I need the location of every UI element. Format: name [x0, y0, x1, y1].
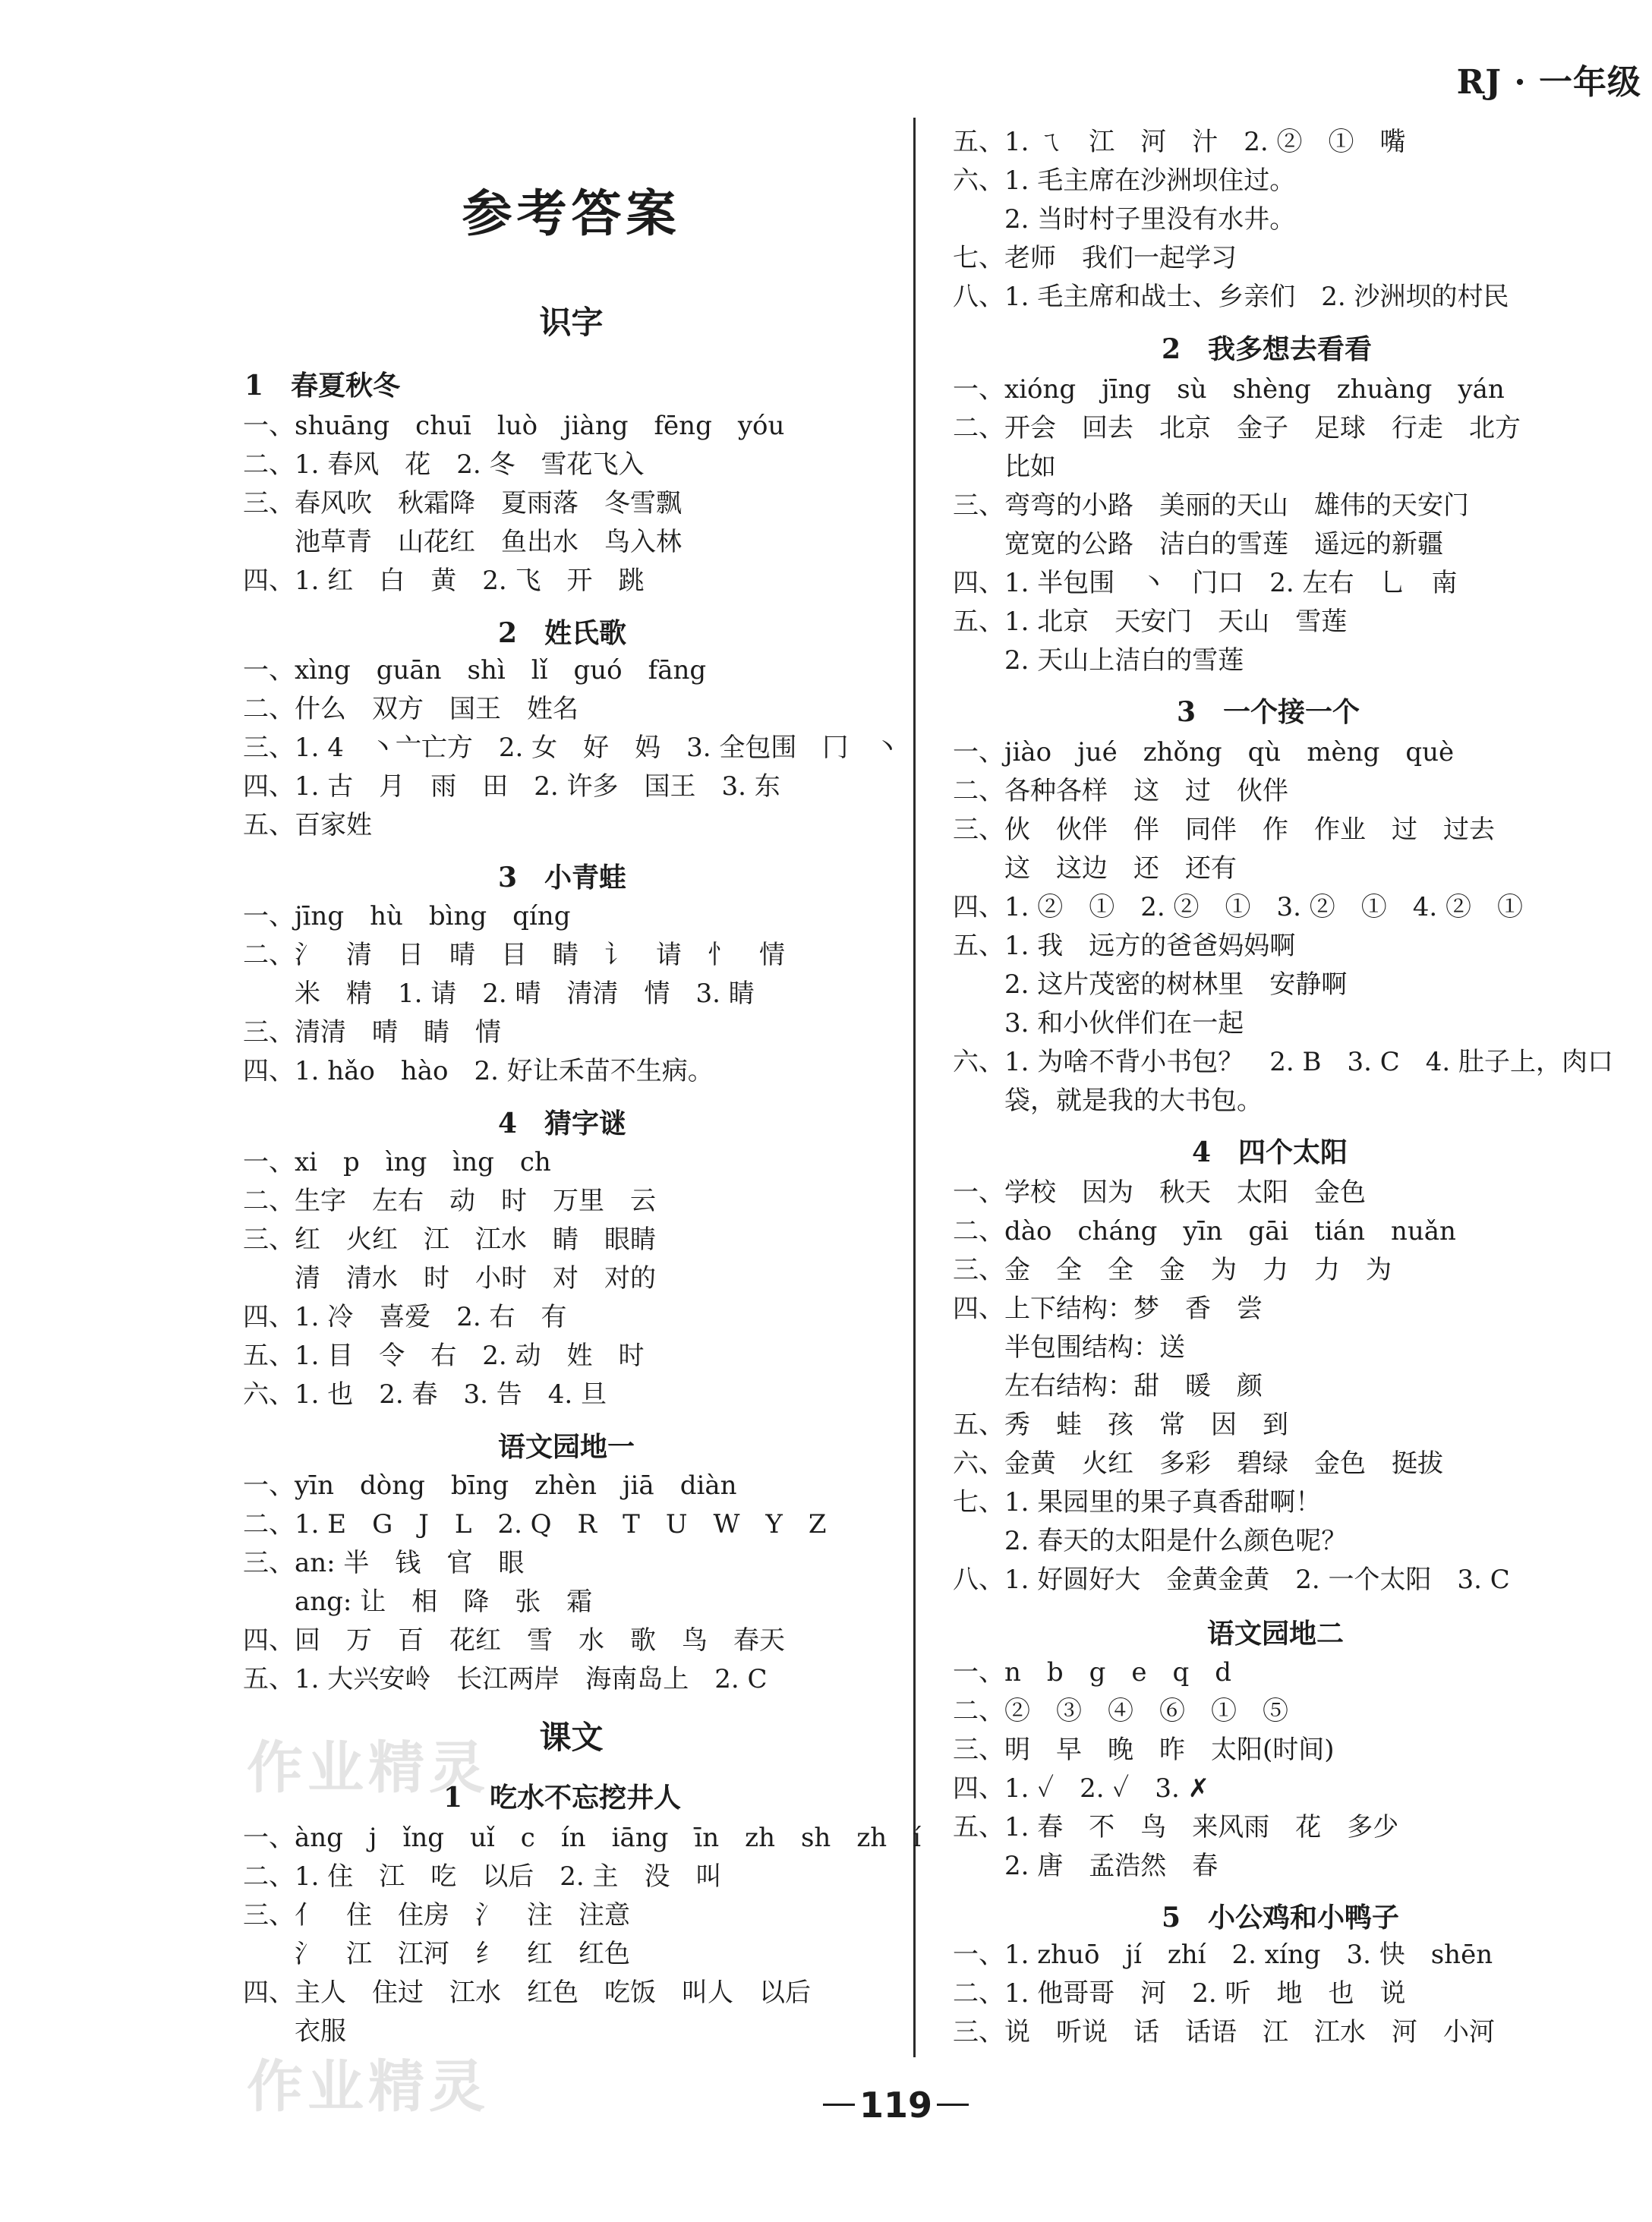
answer-line: 三、红 火红 江 江水 睛 眼睛 [243, 1224, 656, 1255]
answer-line: 四、1. ✓ 2. ✓ 3. ✗ [953, 1773, 1210, 1804]
lesson-title: 1 吃水不忘挖井人 [443, 1782, 682, 1814]
answer-line: 宽宽的公路 洁白的雪莲 遥远的新疆 [953, 529, 1443, 559]
page-title: 参考答案 [462, 184, 681, 243]
answer-line: 3. 和小伙伴们在一起 [953, 1008, 1244, 1039]
lesson-title: 2 姓氏歌 [498, 617, 627, 649]
answer-line: 三、伙 伙伴 伴 同伴 作 作业 过 过去 [953, 815, 1495, 845]
page-number-dash-right [937, 2104, 969, 2106]
watermark: 作业精灵 [247, 2054, 490, 2120]
answer-line: 五、1. 目 令 右 2. 动 姓 时 [243, 1341, 645, 1371]
answer-line: ang: 让 相 降 张 霜 [243, 1587, 593, 1617]
lesson-title: 语文园地一 [498, 1431, 635, 1463]
column-divider [913, 118, 916, 2057]
answer-line: 衣服 [243, 2016, 346, 2047]
answer-line: 四、1. 红 白 黄 2. 飞 开 跳 [243, 566, 645, 596]
answer-line: 七、1. 果园里的果子真香甜啊！ [953, 1487, 1322, 1518]
answer-line: 米 精 1. 请 2. 晴 清清 情 3. 睛 [243, 979, 755, 1009]
answer-line: 三、an: 半 钱 官 眼 [243, 1548, 525, 1578]
answer-line: 三、1. 4 丶亠亡方 2. 女 好 妈 3. 全包围 冂 丶 [243, 733, 900, 763]
lesson-title: 3 一个接一个 [1177, 696, 1360, 728]
page-number [782, 2082, 1010, 2126]
answer-line: 二、开会 回去 北京 金子 足球 行走 北方 [953, 413, 1521, 443]
answer-line: 三、清清 晴 睛 情 [243, 1017, 501, 1048]
answer-line: 氵 江 江河 纟 红 红色 [243, 1939, 630, 1969]
lesson-title: 3 小青蛙 [498, 862, 627, 894]
answer-line: 四、1. 古 月 雨 田 2. 许多 国王 3. 东 [243, 771, 780, 802]
answer-line: 四、上下结构：梦 香 尝 [953, 1294, 1263, 1324]
answer-line: 六、1. 为啥不背小书包？ 2. B 3. C 4. 肚子上，肉口 [953, 1047, 1613, 1077]
page-number-dash-left [823, 2104, 855, 2106]
answer-line: 二、1. E G J L 2. Q R T U W Y Z [243, 1509, 827, 1540]
answer-line: 六、1. 也 2. 春 3. 告 4. 旦 [243, 1379, 607, 1410]
answer-line: 一、jīng hù bìng qíng [243, 901, 571, 931]
answer-line: 一、学校 因为 秋天 太阳 金色 [953, 1177, 1366, 1208]
grade-tag: RJ · 一年级 [1456, 63, 1641, 102]
answer-line: 一、àng j ǐng uǐ c ín iāng īn zh sh zh í [243, 1823, 922, 1853]
answer-line: 七、老师 我们一起学习 [953, 243, 1237, 273]
lesson-title: 4 四个太阳 [1192, 1136, 1348, 1168]
answer-line: 2. 唐 孟浩然 春 [953, 1851, 1219, 1881]
answer-line: 2. 春天的太阳是什么颜色呢？ [953, 1526, 1348, 1556]
answer-line: 六、金黄 火红 多彩 碧绿 金色 挺拔 [953, 1448, 1443, 1479]
lesson-title: 1 春夏秋冬 [244, 370, 401, 402]
answer-line: 二、生字 左右 动 时 万里 云 [243, 1186, 656, 1216]
answer-line: 四、1. 半包围 丶 门口 2. 左右 乚 南 [953, 568, 1458, 598]
answer-line: 清 清水 时 小时 对 对的 [243, 1263, 656, 1294]
answer-line: 八、1. 毛主席和战士、乡亲们 2. 沙洲坝的村民 [953, 282, 1509, 312]
answer-line: 五、1. 北京 天安门 天山 雪莲 [953, 607, 1348, 637]
answer-line: 左右结构：甜 暖 颜 [953, 1371, 1263, 1401]
answer-line: 五、百家姓 [243, 810, 372, 840]
answer-line: 五、1. 大兴安岭 长江两岸 海南岛上 2. C [243, 1664, 768, 1694]
answer-line: 三、亻 住 住房 氵 注 注意 [243, 1900, 630, 1930]
answer-line: 三、说 听说 话 话语 江 江水 河 小河 [953, 2017, 1495, 2047]
answer-line: 比如 [953, 452, 1056, 482]
answer-line: 四、1. hǎo hào 2. 好让禾苗不生病。 [243, 1056, 714, 1086]
answer-line: 八、1. 好圆好大 金黄金黄 2. 一个太阳 3. C [953, 1565, 1510, 1595]
answer-line: 六、1. 毛主席在沙洲坝住过。 [953, 165, 1296, 196]
lesson-title: 4 猜字谜 [498, 1108, 627, 1139]
section-title-shizi: 识字 [539, 304, 604, 341]
answer-line: 四、回 万 百 花红 雪 水 歌 鸟 春天 [243, 1625, 785, 1656]
answer-line: 三、春风吹 秋霜降 夏雨落 冬雪飘 [243, 488, 682, 518]
answer-line: 半包围结构：送 [953, 1332, 1185, 1363]
lesson-title: 5 小公鸡和小鸭子 [1162, 1902, 1400, 1934]
section-title-kewen: 课文 [539, 1719, 604, 1756]
answer-line: 四、主人 住过 江水 红色 吃饭 叫人 以后 [243, 1978, 811, 2008]
answer-line: 五、1. ㄟ 江 河 汁 2. ② ① 嘴 [953, 127, 1406, 157]
answer-line: 五、1. 春 不 鸟 来风雨 花 多少 [953, 1812, 1399, 1842]
answer-line: 二、各种各样 这 过 伙伴 [953, 776, 1288, 806]
answer-line: 二、1. 春风 花 2. 冬 雪花飞入 [243, 449, 645, 480]
answer-line: 2. 这片茂密的树林里 安静啊 [953, 969, 1348, 1000]
answer-line: 一、xióng jīng sù shèng zhuàng yán [953, 374, 1505, 405]
answer-line: 一、n b g e q d [953, 1657, 1232, 1688]
answer-line: 五、秀 蛙 孩 常 因 到 [953, 1410, 1288, 1440]
answer-line: 二、dào cháng yīn gāi tián nuǎn [953, 1216, 1456, 1247]
answer-line: 一、jiào jué zhǒng qù mèng què [953, 737, 1455, 767]
lesson-title: 语文园地二 [1207, 1618, 1345, 1650]
watermark: 作业精灵 [247, 1735, 490, 1801]
answer-line: 袋，就是我的大书包。 [953, 1086, 1263, 1116]
answer-line: 一、shuāng chuī luò jiàng fēng yóu [243, 411, 785, 441]
answer-line: 这 这边 还 还有 [953, 853, 1237, 884]
answer-line: 二、② ③ ④ ⑥ ① ⑤ [953, 1696, 1288, 1726]
page-number-value: 119 [859, 2084, 933, 2126]
answer-line: 三、金 全 全 金 为 力 力 为 [953, 1255, 1392, 1285]
answer-line: 一、xi p ìng ìng ch [243, 1147, 551, 1177]
answer-line: 一、xìng guān shì lǐ guó fāng [243, 655, 707, 686]
answer-line: 2. 天山上洁白的雪莲 [953, 645, 1244, 676]
answer-line: 三、明 早 晚 昨 太阳(时间) [953, 1735, 1335, 1765]
answer-line: 四、1. 冷 喜爱 2. 右 有 [243, 1302, 567, 1332]
answer-line: 五、1. 我 远方的爸爸妈妈啊 [953, 931, 1296, 961]
answer-line: 二、1. 他哥哥 河 2. 听 地 也 说 [953, 1978, 1406, 2009]
answer-line: 二、什么 双方 国王 姓名 [243, 694, 579, 724]
answer-line: 一、yīn dòng bīng zhèn jiā diàn [243, 1470, 737, 1501]
lesson-title: 2 我多想去看看 [1162, 333, 1373, 365]
answer-line: 二、1. 住 江 吃 以后 2. 主 没 叫 [243, 1861, 722, 1892]
answer-line: 一、1. zhuō jí zhí 2. xíng 3. 快 shēn [953, 1940, 1493, 1970]
answer-line: 三、弯弯的小路 美丽的天山 雄伟的天安门 [953, 490, 1469, 521]
answer-line: 二、氵 清 日 晴 目 睛 讠 请 忄 情 [243, 940, 785, 970]
answer-line: 池草青 山花红 鱼出水 鸟入林 [243, 527, 682, 557]
answer-line: 2. 当时村子里没有水井。 [953, 204, 1296, 235]
answer-line: 四、1. ② ① 2. ② ① 3. ② ① 4. ② ① [953, 892, 1523, 922]
